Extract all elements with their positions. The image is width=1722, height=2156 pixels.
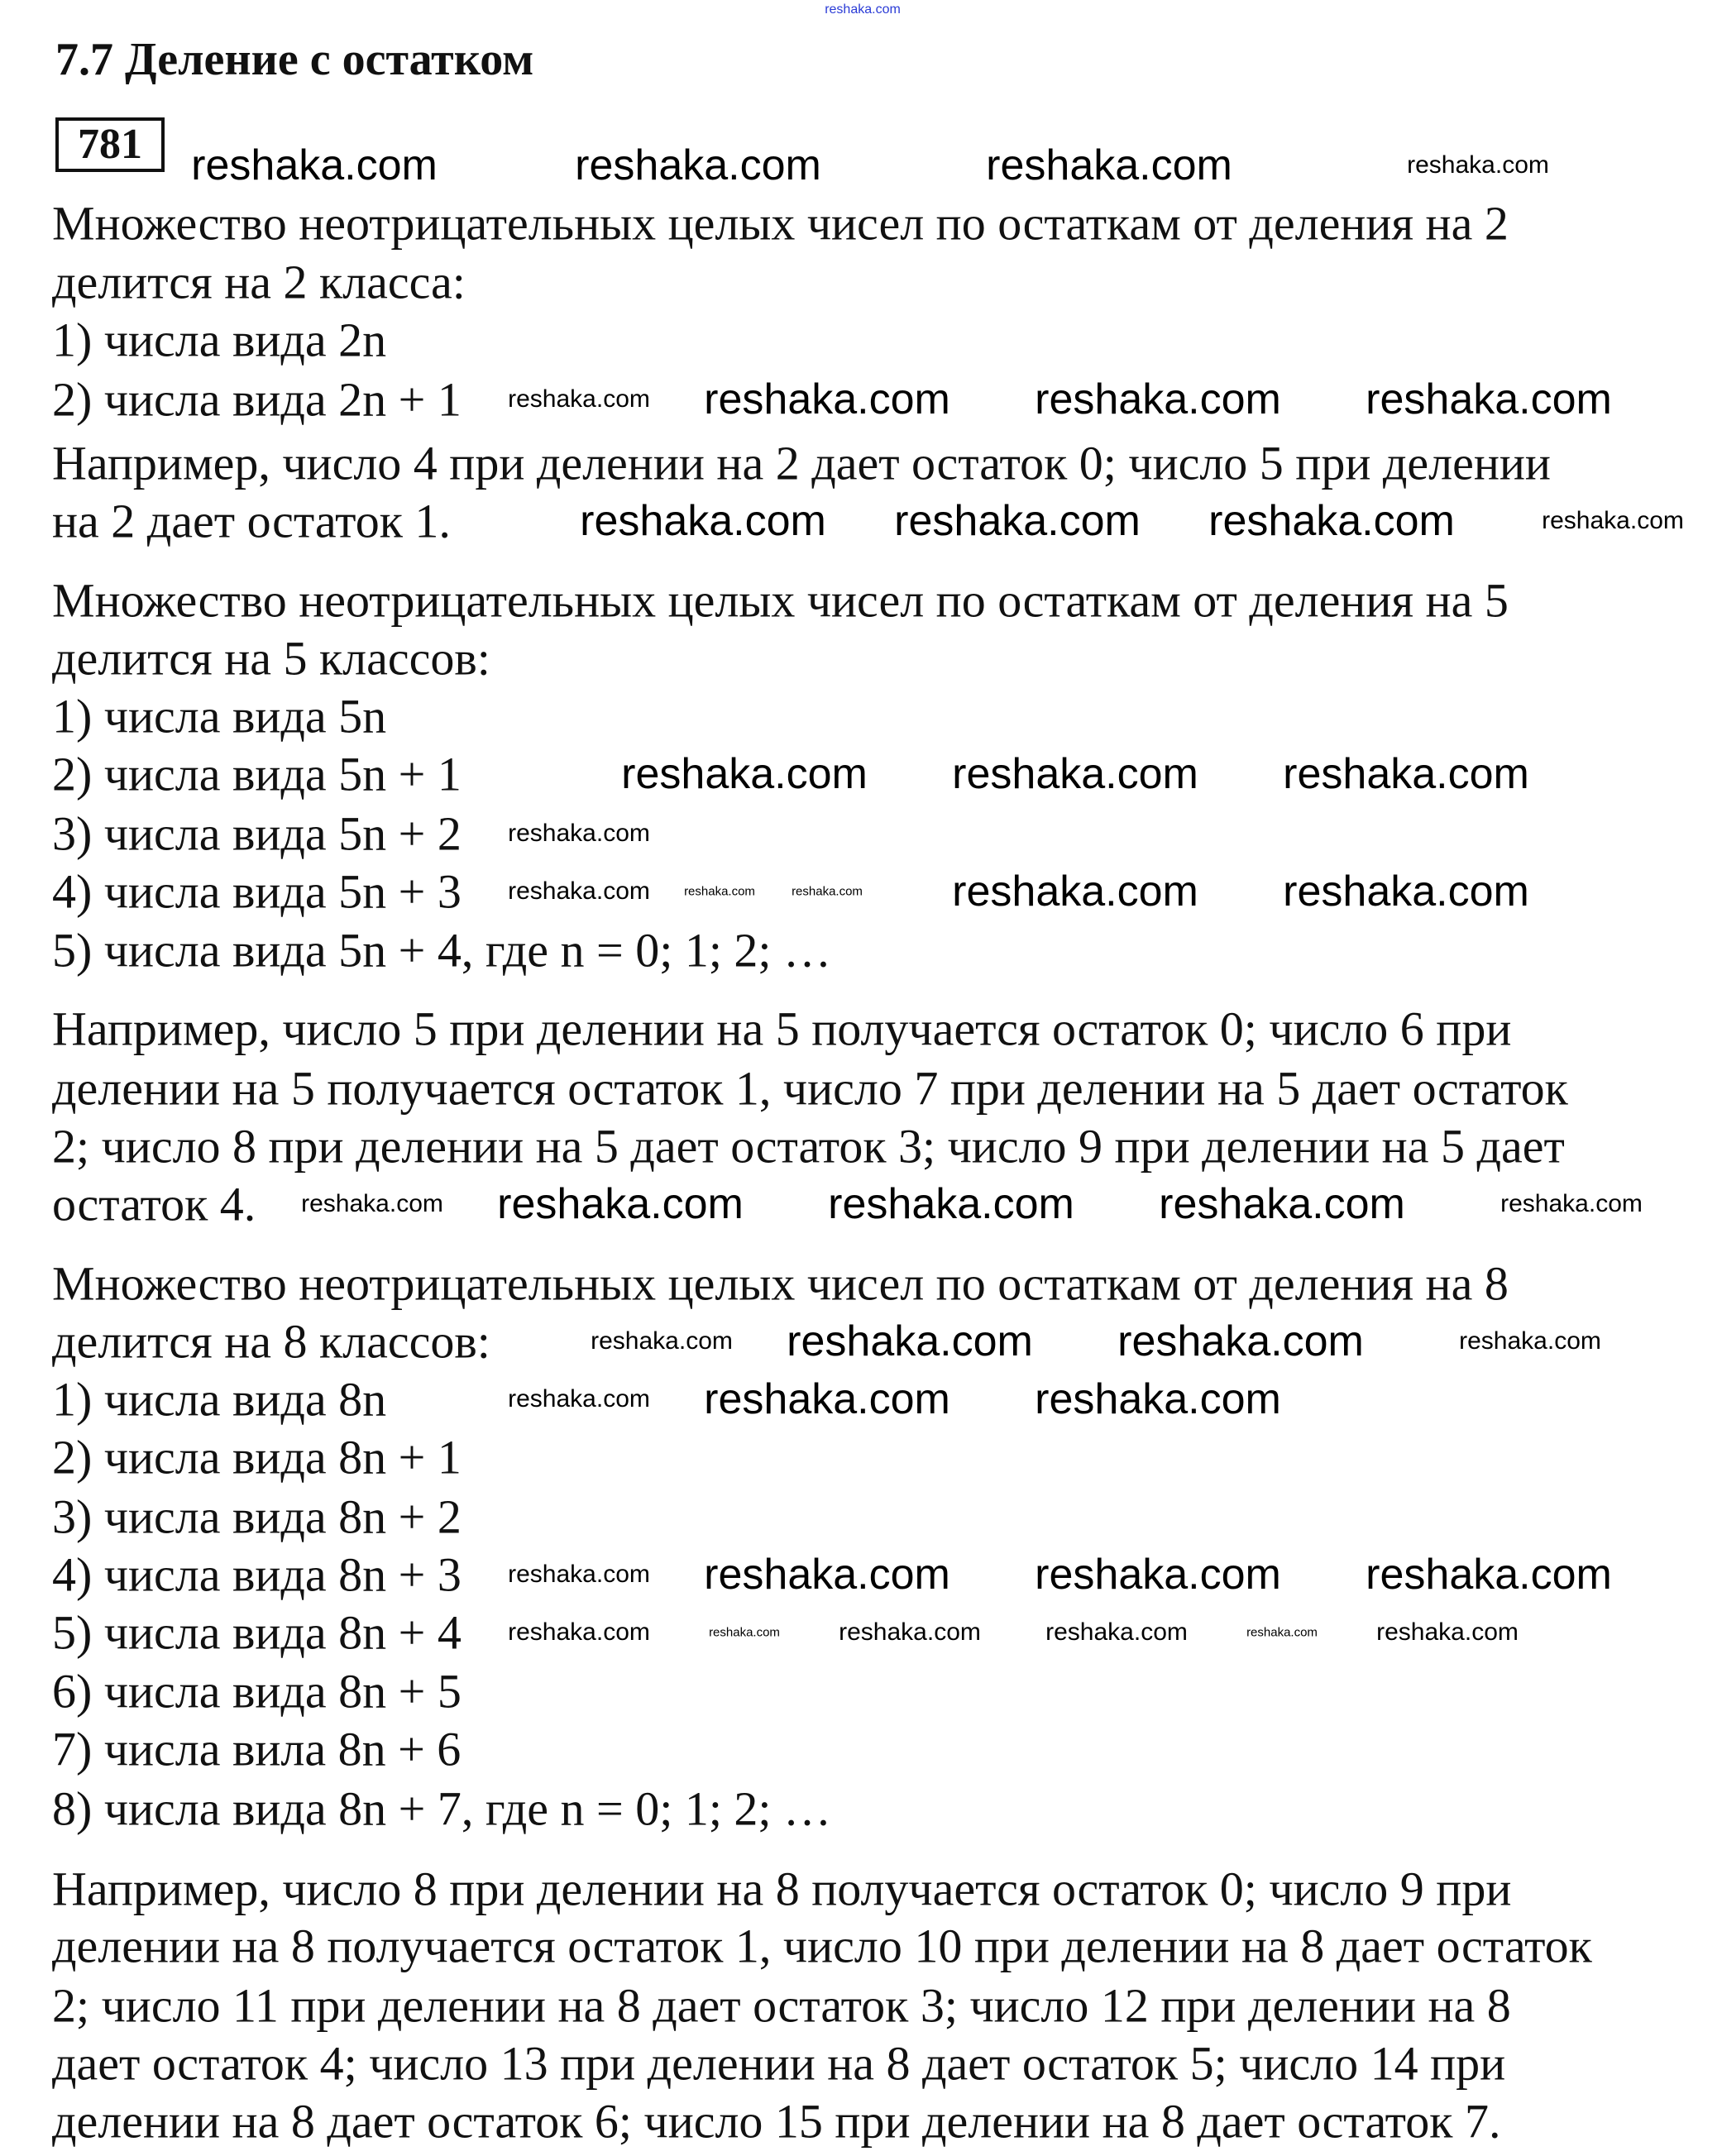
- watermark: reshaka.com: [508, 1561, 650, 1588]
- text-line: 2) числа вида 8n + 1: [52, 1430, 462, 1484]
- watermark: reshaka.com: [1035, 1375, 1281, 1423]
- watermark: reshaka.com: [1035, 1551, 1281, 1599]
- watermark: reshaka.com: [575, 141, 821, 189]
- watermark: reshaka.com: [1159, 1180, 1405, 1228]
- watermark: reshaka.com: [621, 750, 868, 798]
- text-line: 1) числа вида 2n: [52, 313, 387, 367]
- text-line: 7) числа вила 8n + 6: [52, 1722, 462, 1776]
- watermark: reshaka.com: [1366, 1551, 1612, 1599]
- watermark: reshaka.com: [1366, 375, 1612, 423]
- text-line: 5) числа вида 8n + 4: [52, 1605, 462, 1660]
- text-line: 2) числа вида 5n + 1: [52, 747, 462, 801]
- text-line: 2) числа вида 2n + 1: [52, 372, 462, 427]
- text-line: остаток 4.: [52, 1177, 256, 1231]
- text-line: 2; число 11 при делении на 8 дает остаток 3; число 12 при делении на 8: [52, 1978, 1511, 2033]
- watermark: reshaka.com: [952, 868, 1198, 915]
- text-line: делении на 8 дает остаток 6; число 15 при делении на 8 дает остаток 7.: [52, 2094, 1501, 2149]
- watermark: reshaka.com: [1500, 1190, 1643, 1217]
- text-line: 1) числа вида 8n: [52, 1372, 387, 1427]
- text-line: 4) числа вида 5n + 3: [52, 864, 462, 919]
- watermark: reshaka.com: [591, 1327, 733, 1355]
- watermark: reshaka.com: [1035, 375, 1281, 423]
- text-line: 1) числа вида 5n: [52, 689, 387, 743]
- text-line: делении на 5 получается остаток 1, число 7 при делении на 5 дает остаток: [52, 1061, 1568, 1116]
- watermark: reshaka.com: [825, 2, 901, 17]
- text-line: 6) числа вида 8n + 5: [52, 1664, 462, 1719]
- watermark: reshaka.com: [894, 497, 1141, 545]
- watermark: reshaka.com: [1376, 1618, 1519, 1646]
- watermark: reshaka.com: [191, 141, 438, 189]
- watermark: reshaka.com: [508, 1385, 650, 1413]
- text-line: Множество неотрицательных целых чисел по остаткам от деления на 8: [52, 1256, 1509, 1311]
- text-line: Например, число 4 при делении на 2 дает остаток 0; число 5 при делении: [52, 436, 1551, 490]
- watermark: reshaka.com: [1208, 497, 1455, 545]
- exercise-number-box: 781: [55, 117, 165, 172]
- watermark: reshaka.com: [1045, 1618, 1188, 1646]
- text-line: делится на 2 класса:: [52, 255, 466, 309]
- text-line: делится на 8 классов:: [52, 1314, 490, 1369]
- watermark: reshaka.com: [1246, 1625, 1318, 1640]
- text-line: 3) числа вида 5n + 2: [52, 806, 462, 861]
- section-title: 7.7 Деление с остатком: [55, 34, 534, 85]
- text-line: Множество неотрицательных целых чисел по остаткам от деления на 5: [52, 573, 1509, 628]
- watermark: reshaka.com: [952, 750, 1198, 798]
- text-line: 8) числа вида 8n + 7, где n = 0; 1; 2; …: [52, 1781, 832, 1836]
- watermark: reshaka.com: [1283, 868, 1529, 915]
- text-line: Например, число 5 при делении на 5 получается остаток 0; число 6 при: [52, 1002, 1512, 1056]
- watermark: reshaka.com: [704, 1551, 950, 1599]
- text-line: Множество неотрицательных целых чисел по остаткам от деления на 2: [52, 196, 1509, 251]
- text-line: делится на 5 классов:: [52, 631, 490, 686]
- watermark: reshaka.com: [787, 1317, 1033, 1365]
- watermark: reshaka.com: [301, 1190, 443, 1217]
- watermark: reshaka.com: [1407, 151, 1549, 179]
- text-line: 3) числа вида 8n + 2: [52, 1489, 462, 1544]
- watermark: reshaka.com: [580, 497, 826, 545]
- watermark: reshaka.com: [986, 141, 1232, 189]
- watermark: reshaka.com: [508, 385, 650, 413]
- text-line: 4) числа вида 8n + 3: [52, 1547, 462, 1602]
- watermark: reshaka.com: [839, 1618, 981, 1646]
- watermark: reshaka.com: [828, 1180, 1074, 1228]
- watermark: reshaka.com: [792, 884, 863, 899]
- watermark: reshaka.com: [709, 1625, 780, 1640]
- text-line: 2; число 8 при делении на 5 дает остаток 3; число 9 при делении на 5 дает: [52, 1119, 1565, 1174]
- watermark: reshaka.com: [1283, 750, 1529, 798]
- watermark: reshaka.com: [704, 375, 950, 423]
- text-line: делении на 8 получается остаток 1, число 10 при делении на 8 дает остаток: [52, 1919, 1592, 1973]
- watermark: reshaka.com: [1117, 1317, 1364, 1365]
- watermark: reshaka.com: [508, 1618, 650, 1646]
- watermark: reshaka.com: [704, 1375, 950, 1423]
- watermark: reshaka.com: [684, 884, 755, 899]
- watermark: reshaka.com: [508, 877, 650, 905]
- text-line: на 2 дает остаток 1.: [52, 494, 451, 548]
- watermark: reshaka.com: [497, 1180, 744, 1228]
- watermark: reshaka.com: [508, 820, 650, 847]
- text-line: дает остаток 4; число 13 при делении на 8 дает остаток 5; число 14 при: [52, 2036, 1506, 2091]
- watermark: reshaka.com: [1459, 1327, 1601, 1355]
- text-line: 5) числа вида 5n + 4, где n = 0; 1; 2; …: [52, 923, 832, 978]
- text-line: Например, число 8 при делении на 8 получается остаток 0; число 9 при: [52, 1862, 1512, 1916]
- watermark: reshaka.com: [1542, 507, 1684, 534]
